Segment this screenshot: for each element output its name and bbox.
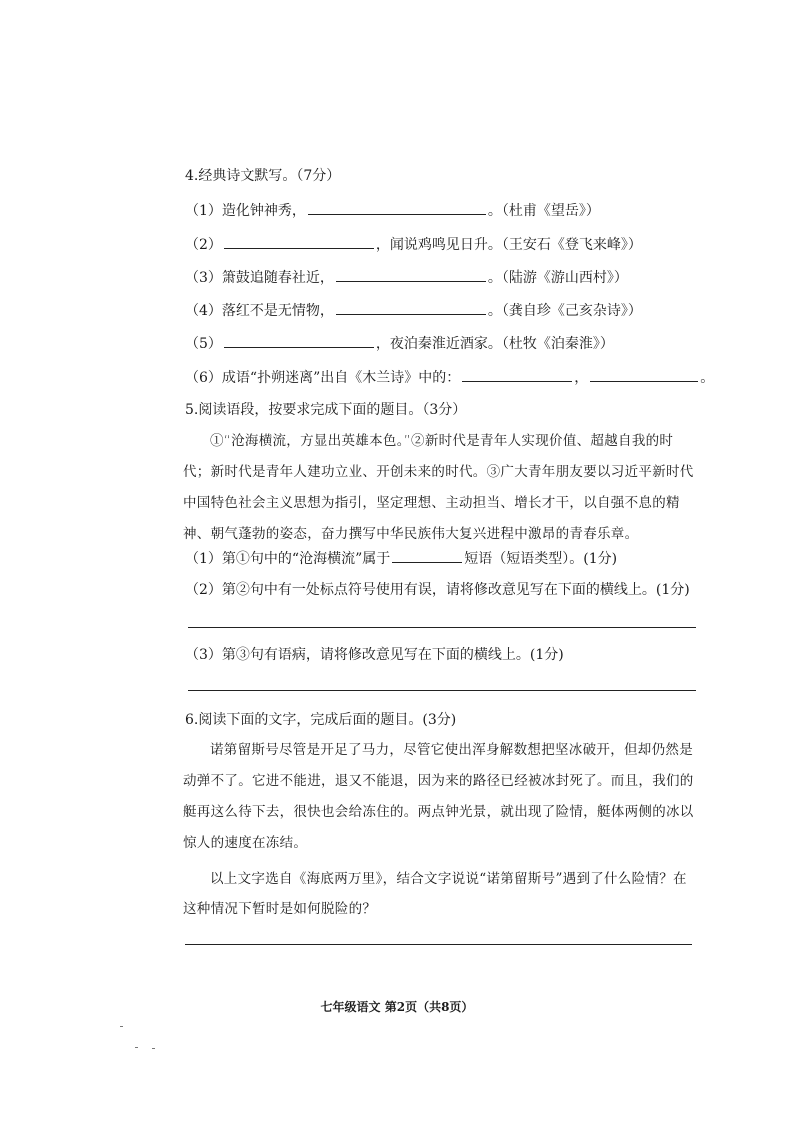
q4-item-4 <box>185 300 642 321</box>
answer-blank[interactable] <box>308 200 486 215</box>
q4-item-2-source: ，闻说鸡鸣见日升。（王安石《登飞来峰》） <box>375 237 642 253</box>
answer-blank[interactable] <box>336 267 486 282</box>
answer-line[interactable] <box>185 944 692 945</box>
q4-item-1 <box>185 200 600 221</box>
answer-blank[interactable] <box>392 548 462 563</box>
answer-blank[interactable] <box>224 234 374 249</box>
scan-speck <box>120 1026 123 1027</box>
answer-blank[interactable] <box>336 300 486 315</box>
answer-line[interactable] <box>188 690 696 691</box>
answer-blank[interactable] <box>462 367 572 382</box>
q4-item-1-prompt: （1）造化钟神秀， <box>185 203 306 219</box>
q4-item-4-source: 。（龚自珍《己亥杂诗》） <box>487 303 642 319</box>
answer-blank[interactable] <box>224 333 374 348</box>
q4-item-4-prompt: （4）落红不是无情物， <box>185 303 334 319</box>
q4-item-6 <box>185 367 714 388</box>
scan-speck <box>135 1047 138 1048</box>
q4-item-3-source: 。（陆游《游山西村》） <box>487 270 628 286</box>
q6-question: 以上文字选自《海底两万里》，结合文字说说“诺第留斯号”遇到了什么险情？在这种情况下暂时是如何脱险的？ <box>183 871 687 917</box>
q4-title: 4.经典诗文默写。（7分） <box>185 168 341 184</box>
q5-sub-2: （2）第②句中有一处标点符号使用有误，请将修改意见写在下面的横线上。(1分) <box>185 582 690 598</box>
page-footer: 七年级语文 第2页（共8页） <box>320 1000 474 1014</box>
q5-sub-1-prompt: （1）第①句中的“沧海横流”属于 <box>185 551 391 567</box>
q4-item-6-prompt: （6）成语“扑朔迷离”出自《木兰诗》中的： <box>185 370 461 386</box>
q5-title: 5.阅读语段，按要求完成下面的题目。（3分） <box>185 402 467 418</box>
q5-passage: ①“沧海横流，方显出英雄本色。”②新时代是青年人实现价值、超越自我的时代；新时代是青年人建功立业、开创未来的时代。③广大青年朋友要以习近平新时代中国特色社会主义思想为指引，坚定理想、主动担当、增长才干，以自强不息的精神、朝气蓬勃的姿态，奋力撰写中华民族伟大复兴进程中激昂的青春乐章。 <box>183 433 694 542</box>
q4-item-5-source: ，夜泊秦淮近酒家。（杜牧《泊秦淮》） <box>375 336 614 352</box>
q6-passage: 诺第留斯号尽管是开足了马力，尽管它使出浑身解数想把坚冰破开，但却仍然是动弹不了。它进不能进，退又不能退，因为来的路径已经被冰封死了。而且，我们的艇再这么待下去，很快也会给冻住的。两点钟光景，就出现了险情，艇体两侧的冰以惊人的速度在冻结。 <box>183 742 694 851</box>
q6-title: 6.阅读下面的文字，完成后面的题目。(3分) <box>185 712 457 728</box>
scan-speck <box>152 1048 155 1049</box>
q4-item-5 <box>185 333 614 354</box>
answer-blank[interactable] <box>590 367 698 382</box>
q4-item-2-prompt: （2） <box>185 237 222 253</box>
q4-item-2 <box>185 234 642 255</box>
q5-sub-3: （3）第③句有语病，请将修改意见写在下面的横线上。(1分) <box>185 647 564 663</box>
q4-item-5-prompt: （5） <box>185 336 222 352</box>
answer-line[interactable] <box>188 627 696 628</box>
q4-item-6-separator: ， <box>574 370 589 386</box>
q4-item-3 <box>185 267 628 288</box>
q4-item-6-end: 。 <box>700 370 715 386</box>
q5-sub-1-tail: 短语（短语类型）。(1分) <box>464 551 618 567</box>
q5-sub-1 <box>185 548 617 569</box>
q4-item-3-prompt: （3）箫鼓追随春社近， <box>185 270 334 286</box>
q4-item-1-source: 。（杜甫《望岳》） <box>487 203 600 219</box>
